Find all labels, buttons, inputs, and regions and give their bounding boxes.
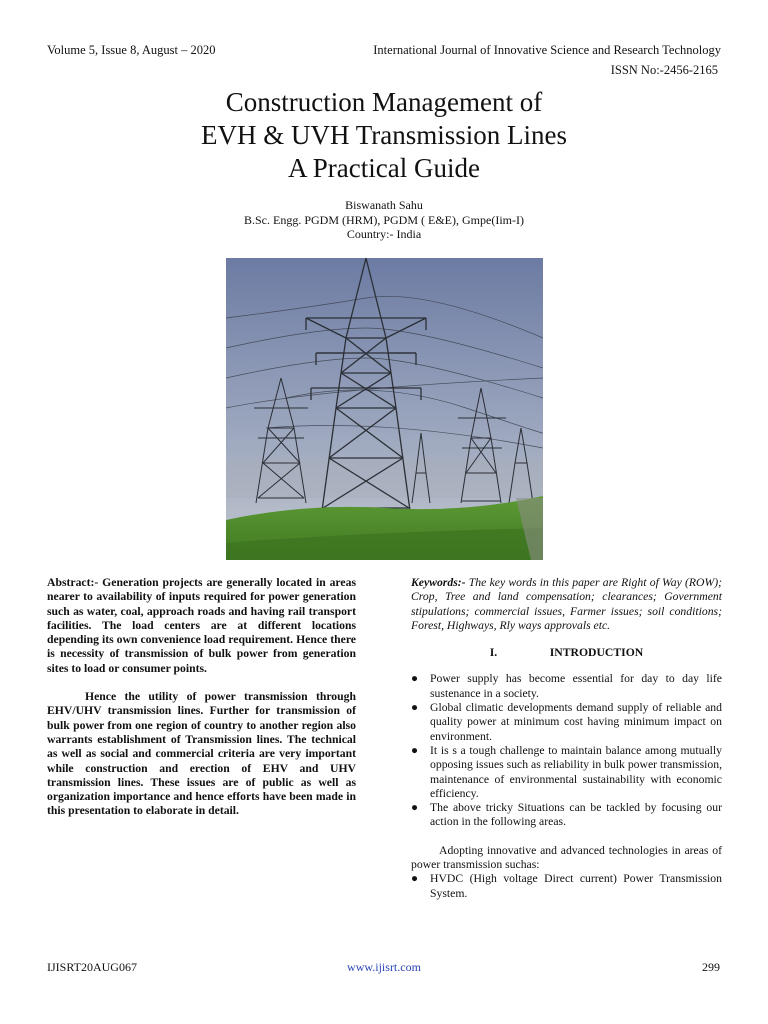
- keywords: [411, 576, 722, 633]
- bullet-icon: ●: [411, 743, 419, 757]
- paper-title: [0, 86, 768, 185]
- header-volume: Volume 5, Issue 8, August – 2020: [47, 43, 216, 57]
- author-degrees: B.Sc. Engg. PGDM (HRM), PGDM ( E&E), Gmpe(Iim-I): [244, 212, 524, 227]
- section-heading-introduction: [411, 646, 722, 660]
- list-item: [411, 801, 722, 830]
- footer-url-link[interactable]: www.ijisrt.com: [347, 960, 421, 974]
- bullet-icon: ●: [411, 801, 419, 815]
- list-item: [411, 744, 722, 801]
- author-country: Country:- India: [346, 227, 422, 241]
- bullet-icon: ●: [411, 701, 419, 715]
- keywords-label: Keywords:-: [411, 576, 466, 589]
- technology-bullet-list: [411, 872, 722, 901]
- section-title: INTRODUCTION: [549, 646, 644, 660]
- list-item: [411, 672, 722, 701]
- bullet-text: The above tricky Situations can be tackled by focusing our action in the following areas.: [430, 801, 722, 829]
- bullet-text: Power supply has become essential for day to day life sustenance in a society.: [430, 672, 722, 700]
- bullet-text: HVDC (High voltage Direct current) Power Transmission System.: [430, 872, 722, 900]
- abstract-column: [47, 576, 356, 819]
- bullet-text: Global climatic developments demand supply of reliable and quality power at minimum cost having minimum impact on environment.: [430, 701, 722, 743]
- list-item: [411, 701, 722, 744]
- bullet-text: It is s a tough challenge to maintain balance among mutually opposing issues such as reliability in bulk power transmission, maintenance of environmental sustainability with economic efficiency.: [430, 743, 722, 800]
- abstract-paragraph-2: Hence the utility of power transmission through EHV/UHV transmission lines. Further for transmission of bulk power from one region of country to another region also warrants establishment of Transmission lines. The technical as well as social and commercial criteria are very important while construction and erection of EHV and UHV transmission lines. These issues are of public as well as organization importance and hence efforts have been made in this presentation to elaborate in detail.: [47, 690, 356, 818]
- keywords-text: The key words in this paper are Right of Way (ROW); Crop, Tree and land compensation; clearances; Government stipulations; commercial issues, Farmer issues; soil conditions; Forest, Highways, Rly ways approvals etc.: [411, 576, 722, 632]
- bullet-icon: ●: [411, 672, 419, 686]
- title-line-1: Construction Management of: [225, 87, 543, 117]
- author-name: Biswanath Sahu: [345, 198, 423, 212]
- intro-paragraph: Adopting innovative and advanced technologies in areas of power transmission suchas:: [411, 843, 722, 872]
- footer-paper-id: IJISRT20AUG067: [47, 960, 137, 974]
- abstract-paragraph-1: Abstract:- Generation projects are generally located in areas nearer to availability of inputs required for power generation such as water, coal, approach roads and having rail transport facilities. The load centers are at different locations depending its own convenience load requirement. Hence there is necessity of transmission of bulk power from generation sites to load or consumer points.: [47, 576, 356, 675]
- bullet-icon: ●: [411, 872, 419, 886]
- title-line-3: A Practical Guide: [288, 153, 480, 183]
- transmission-tower-photo: [226, 258, 543, 560]
- list-item: [411, 872, 722, 901]
- intro-bullet-list: [411, 672, 722, 829]
- header-journal: International Journal of Innovative Science and Research Technology: [373, 43, 721, 57]
- section-number: I.: [489, 646, 498, 660]
- title-line-2: EVH & UVH Transmission Lines: [200, 120, 568, 150]
- author-block: [0, 198, 768, 242]
- header-issn: ISSN No:-2456-2165: [610, 63, 718, 77]
- footer-page-number: 299: [702, 960, 720, 974]
- right-column: [411, 576, 722, 901]
